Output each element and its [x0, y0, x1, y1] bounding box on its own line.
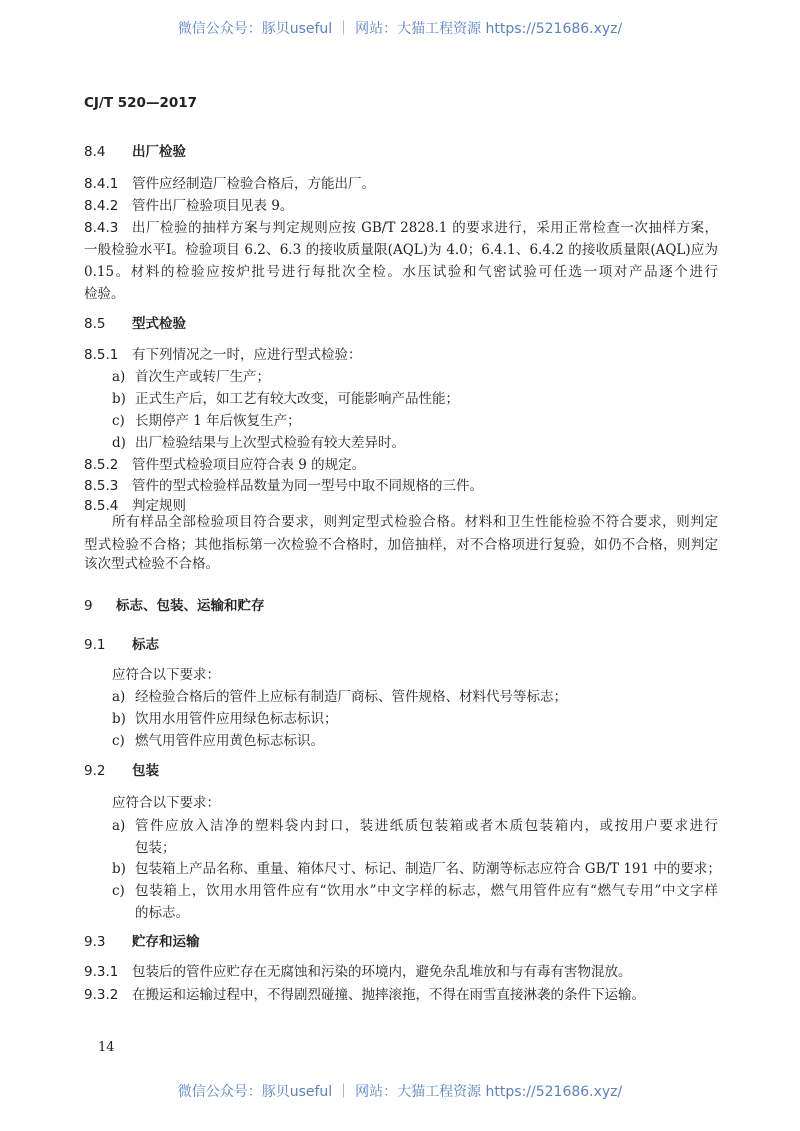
list-item: c) 长期停产 1 年后恢复生产；	[112, 413, 301, 429]
page-number: 14	[98, 1040, 115, 1055]
heading-8-5: 8.5 型式检验	[84, 316, 186, 332]
clause-8-4-3-line: 检验。	[84, 286, 125, 302]
clause-8-5-4: 8.5.4 判定规则	[84, 498, 186, 514]
heading-9-3: 9.3 贮存和运输	[84, 934, 200, 950]
clause-8-4-3-line: 一般检验水平Ⅰ。检验项目 6.2、6.3 的接收质量限(AQL)为 4.0；6.4.1、6.4.2 的接收质量限(AQL)应为	[84, 242, 718, 258]
clause-8-5-4-line: 型式检验不合格；其他指标第一次检验不合格时，加倍抽样，对不合格项进行复验，如仍不合格，则判定	[84, 537, 718, 553]
heading-9-1: 9.1 标志	[84, 637, 159, 653]
intro-9-1: 应符合以下要求：	[112, 667, 220, 683]
heading-8-4: 8.4 出厂检验	[84, 144, 186, 160]
clause-8-5-4-line: 所有样品全部检验项目符合要求，则判定型式检验合格。材料和卫生性能检验不符合要求，则判定	[112, 514, 718, 530]
clause-9-3-1: 9.3.1 包装后的管件应贮存在无腐蚀和污染的环境内，避免杂乱堆放和与有毒有害物混放。	[84, 964, 632, 980]
list-item: a) 首次生产或转厂生产；	[112, 369, 270, 385]
clause-8-4-3: 8.4.3 出厂检验的抽样方案与判定规则应按 GB/T 2828.1 的要求进行，采用正常检查一次抽样方案，	[84, 220, 718, 236]
list-item-cont: 包装；	[135, 840, 176, 856]
clause-8-5-1: 8.5.1 有下列情况之一时，应进行型式检验：	[84, 347, 362, 363]
clause-8-4-1: 8.4.1 管件应经制造厂检验合格后，方能出厂。	[84, 176, 375, 192]
list-item: c) 包装箱上，饮用水用管件应有“饮用水”中文字样的标志，燃气用管件应有“燃气专用”中文字样	[112, 883, 718, 899]
clause-9-3-2: 9.3.2 在搬运和运输过程中，不得剧烈碰撞、抛摔滚拖，不得在雨雪直接淋袭的条件下运输。	[84, 987, 645, 1003]
clause-8-4-2: 8.4.2 管件出厂检验项目见表 9。	[84, 198, 294, 214]
list-item: d) 出厂检验结果与上次型式检验有较大差异时。	[112, 435, 405, 451]
watermark-top: 微信公众号：豚贝useful ｜ 网站：大猫工程资源 https://521686.xyz/	[177, 21, 623, 37]
list-item: a) 管件应放入洁净的塑料袋内封口，装进纸质包装箱或者木质包装箱内，或按用户要求进行	[112, 818, 718, 834]
list-item: b) 正式生产后，如工艺有较大改变，可能影响产品性能；	[112, 391, 459, 407]
list-item: a) 经检验合格后的管件上应标有制造厂商标、管件规格、材料代号等标志；	[112, 689, 567, 705]
intro-9-2: 应符合以下要求：	[112, 795, 220, 811]
heading-9: 9 标志、包装、运输和贮存	[84, 598, 265, 614]
heading-9-2: 9.2 包装	[84, 763, 159, 779]
list-item-cont: 的标志。	[135, 905, 189, 921]
clause-8-5-3: 8.5.3 管件的型式检验样品数量为同一型号中取不同规格的三件。	[84, 478, 483, 494]
clause-8-5-2: 8.5.2 管件型式检验项目应符合表 9 的规定。	[84, 457, 366, 473]
watermark-bottom: 微信公众号：豚贝useful ｜ 网站：大猫工程资源 https://521686.xyz/	[177, 1084, 623, 1100]
doc-code: CJ/T 520—2017	[84, 95, 198, 111]
clause-8-5-4-line: 该次型式检验不合格。	[84, 556, 219, 572]
list-item: b) 包装箱上产品名称、重量、箱体尺寸、标记、制造厂名、防潮等标志应符合 GB/T 191 中的要求；	[112, 861, 721, 877]
clause-8-4-3-line: 0.15。材料的检验应按炉批号进行每批次全检。水压试验和气密试验可任选一项对产品逐个进行	[84, 264, 718, 280]
list-item: c) 燃气用管件应用黄色标志标识。	[112, 733, 324, 749]
list-item: b) 饮用水用管件应用绿色标志标识；	[112, 711, 338, 727]
